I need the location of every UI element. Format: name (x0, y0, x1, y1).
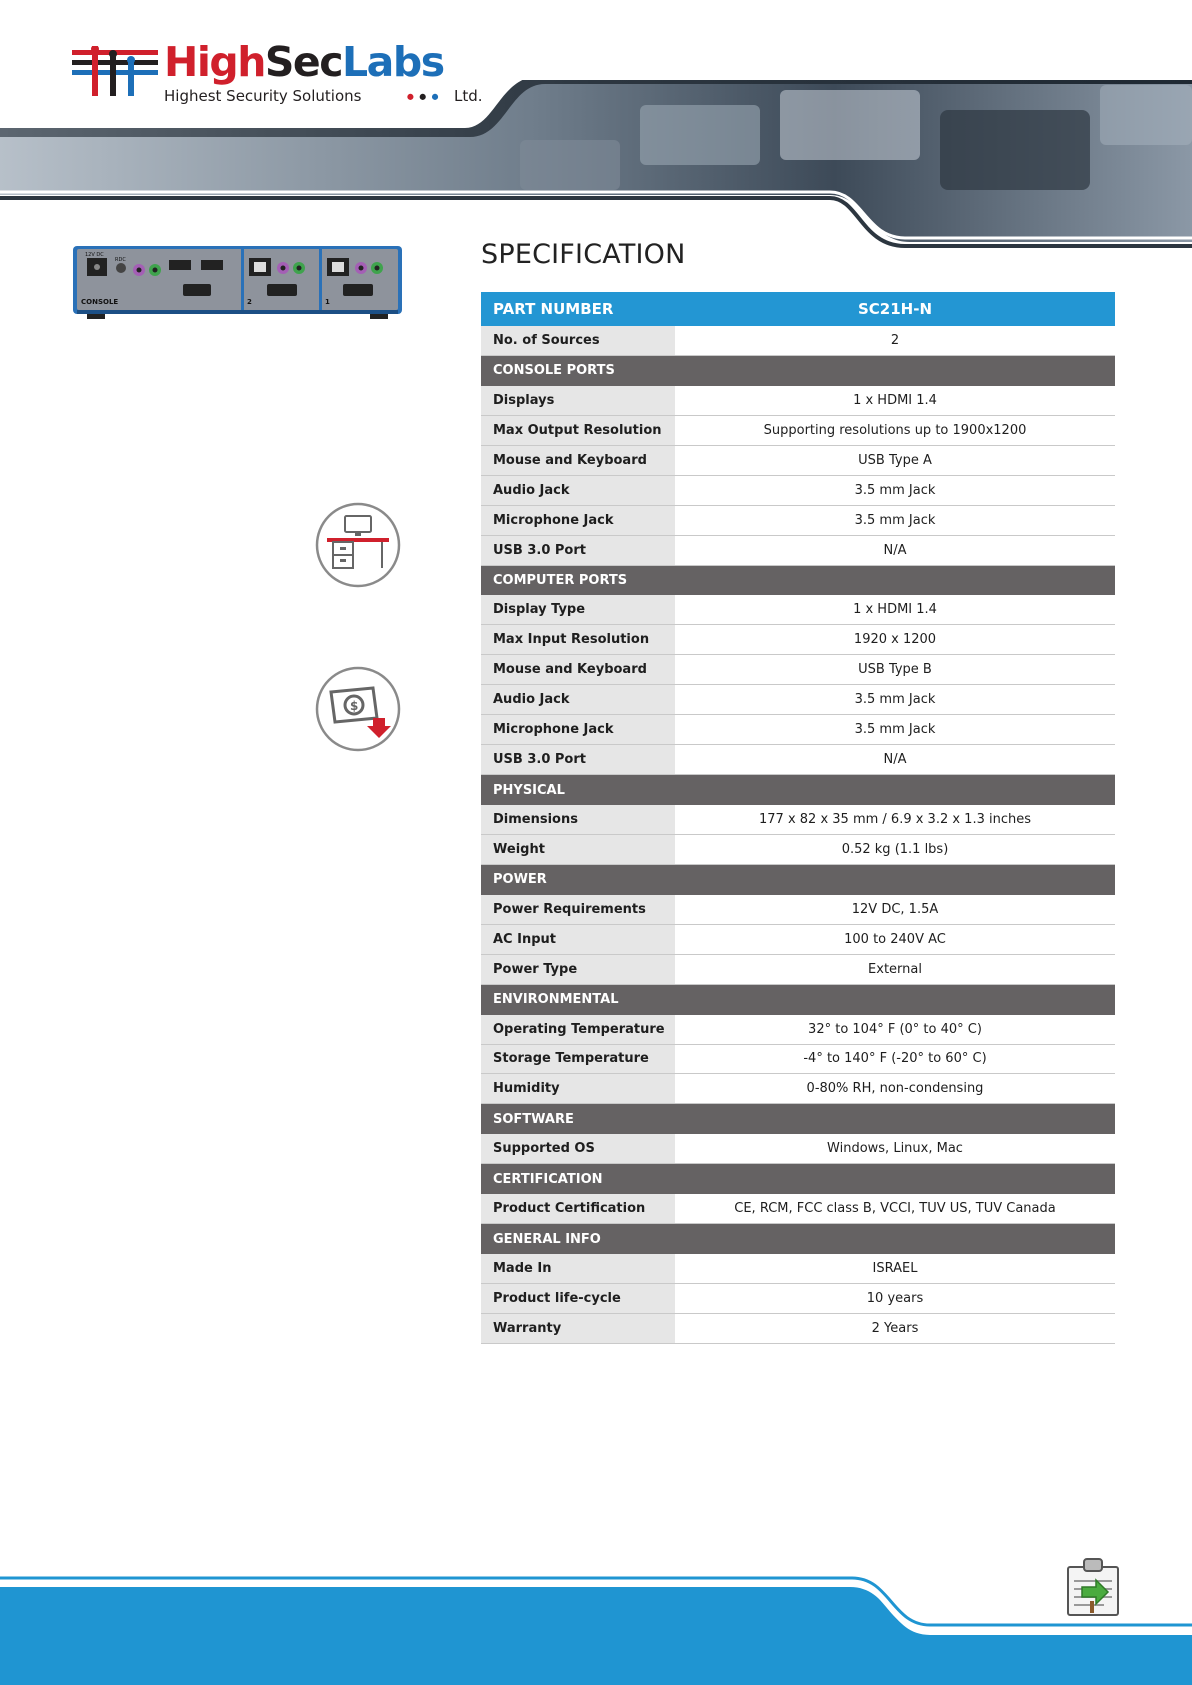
spec-row-label: Mouse and Keyboard (481, 446, 675, 475)
spec-row-label: Max Input Resolution (481, 625, 675, 654)
spec-row-label: AC Input (481, 925, 675, 954)
spec-row (481, 326, 1115, 356)
spec-row-value: 0-80% RH, non-condensing (675, 1074, 1115, 1103)
spec-row-value: N/A (675, 745, 1115, 774)
spec-row-value: 3.5 mm Jack (675, 685, 1115, 714)
spec-row-label: Audio Jack (481, 685, 675, 714)
spec-row (481, 1194, 1115, 1224)
logo-suffix: Ltd. (454, 87, 483, 105)
spec-row-label: Supported OS (481, 1134, 675, 1163)
spec-row-value: 3.5 mm Jack (675, 715, 1115, 744)
spec-row (481, 506, 1115, 536)
spec-row-value: USB Type B (675, 655, 1115, 684)
spec-section-header: SOFTWARE (481, 1104, 1115, 1134)
spec-row (481, 416, 1115, 446)
spec-row-value: CE, RCM, FCC class B, VCCI, TUV US, TUV Canada (675, 1194, 1115, 1223)
spec-header-label: PART NUMBER (493, 300, 614, 318)
spec-row (481, 1284, 1115, 1314)
spec-row (481, 1254, 1115, 1284)
spec-row-value: 1 x HDMI 1.4 (675, 595, 1115, 624)
spec-row-value: 1 x HDMI 1.4 (675, 386, 1115, 415)
spec-row-label: Audio Jack (481, 476, 675, 505)
spec-row (481, 476, 1115, 506)
spec-title: SPECIFICATION (481, 239, 686, 270)
spec-header-row (481, 292, 1115, 326)
device-label-port-2: 2 (247, 298, 252, 306)
device-label-port-1: 1 (325, 298, 330, 306)
spec-row (481, 655, 1115, 685)
spec-row (481, 536, 1115, 566)
brand-logo (72, 38, 483, 110)
spec-row-label: USB 3.0 Port (481, 536, 675, 565)
spec-section-header: CONSOLE PORTS (481, 356, 1115, 386)
spec-row-value: 177 x 82 x 35 mm / 6.9 x 3.2 x 1.3 inches (675, 805, 1115, 834)
spec-row (481, 1045, 1115, 1075)
spec-section-header: CERTIFICATION (481, 1164, 1115, 1194)
device-rear-panel-image (73, 246, 402, 320)
spec-row-label: No. of Sources (481, 326, 675, 355)
spec-section-header: ENVIRONMENTAL (481, 985, 1115, 1015)
spec-row-label: Microphone Jack (481, 506, 675, 535)
spec-row (481, 595, 1115, 625)
spec-row-value: -4° to 140° F (-20° to 60° C) (675, 1045, 1115, 1074)
spec-row-label: Product life-cycle (481, 1284, 675, 1313)
spec-row (481, 685, 1115, 715)
spec-row (481, 1314, 1115, 1344)
spec-section-header: COMPUTER PORTS (481, 566, 1115, 596)
spec-row-label: Made In (481, 1254, 675, 1283)
footer-banner (0, 1575, 1192, 1685)
spec-row-value: 10 years (675, 1284, 1115, 1313)
spec-row (481, 925, 1115, 955)
spec-row (481, 955, 1115, 985)
spec-row-label: Max Output Resolution (481, 416, 675, 445)
spec-rows (481, 326, 1115, 1344)
device-label-power: 12V DC (85, 252, 104, 258)
svg-text:$: $ (350, 699, 359, 713)
spec-row-label: USB 3.0 Port (481, 745, 675, 774)
spec-row (481, 1015, 1115, 1045)
spec-row-label: Mouse and Keyboard (481, 655, 675, 684)
spec-row-value: USB Type A (675, 446, 1115, 475)
spec-row (481, 745, 1115, 775)
spec-row (481, 805, 1115, 835)
spec-row-value: 32° to 104° F (0° to 40° C) (675, 1015, 1115, 1044)
logo-tagline (142, 85, 483, 107)
desk-icon (315, 502, 401, 588)
spec-row (481, 1134, 1115, 1164)
spec-row-label: Displays (481, 386, 675, 415)
spec-row-label: Power Type (481, 955, 675, 984)
spec-row-label: Storage Temperature (481, 1045, 675, 1074)
spec-row-value: 3.5 mm Jack (675, 506, 1115, 535)
spec-row-value: 2 Years (675, 1314, 1115, 1343)
spec-row (481, 835, 1115, 865)
spec-row-label: Power Requirements (481, 895, 675, 924)
spec-row (481, 446, 1115, 476)
spec-row-value: N/A (675, 536, 1115, 565)
spec-header-value: SC21H-N (857, 300, 933, 318)
spec-row (481, 625, 1115, 655)
logo-wordmark (164, 38, 444, 86)
spec-row-label: Weight (481, 835, 675, 864)
logo-word-sec: Sec (264, 38, 343, 86)
spec-section-header: GENERAL INFO (481, 1224, 1115, 1254)
spec-row-label: Display Type (481, 595, 675, 624)
clipboard-arrow-icon[interactable] (1064, 1555, 1122, 1617)
spec-row-value: 12V DC, 1.5A (675, 895, 1115, 924)
device-label-rdc: RDC (115, 257, 126, 263)
spec-row (481, 715, 1115, 745)
device-label-console: CONSOLE (81, 298, 119, 306)
spec-row-value: 0.52 kg (1.1 lbs) (675, 835, 1115, 864)
spec-row-label: Operating Temperature (481, 1015, 675, 1044)
spec-row-value: 100 to 240V AC (675, 925, 1115, 954)
spec-row-value: 3.5 mm Jack (675, 476, 1115, 505)
cost-reduction-icon (315, 666, 401, 752)
spec-table (481, 292, 1115, 1344)
spec-row (481, 1074, 1115, 1104)
spec-section-header: POWER (481, 865, 1115, 895)
spec-row-value: Supporting resolutions up to 1900x1200 (675, 416, 1115, 445)
spec-row (481, 895, 1115, 925)
spec-row-value: 2 (675, 326, 1115, 355)
spec-row-label: Humidity (481, 1074, 675, 1103)
spec-row-label: Product Certification (481, 1194, 675, 1223)
spec-row-value: 1920 x 1200 (675, 625, 1115, 654)
logo-dots-icon (406, 87, 450, 105)
logo-word-labs: Labs (342, 38, 444, 86)
spec-row-value: External (675, 955, 1115, 984)
spec-row-value: Windows, Linux, Mac (675, 1134, 1115, 1163)
spec-section-header: PHYSICAL (481, 775, 1115, 805)
spec-row-label: Warranty (481, 1314, 675, 1343)
logo-word-high: High (164, 38, 265, 86)
spec-row (481, 386, 1115, 416)
spec-row-label: Microphone Jack (481, 715, 675, 744)
spec-row-label: Dimensions (481, 805, 675, 834)
spec-row-value: ISRAEL (675, 1254, 1115, 1283)
logo-tagline-text: Highest Security Solutions (164, 87, 362, 105)
